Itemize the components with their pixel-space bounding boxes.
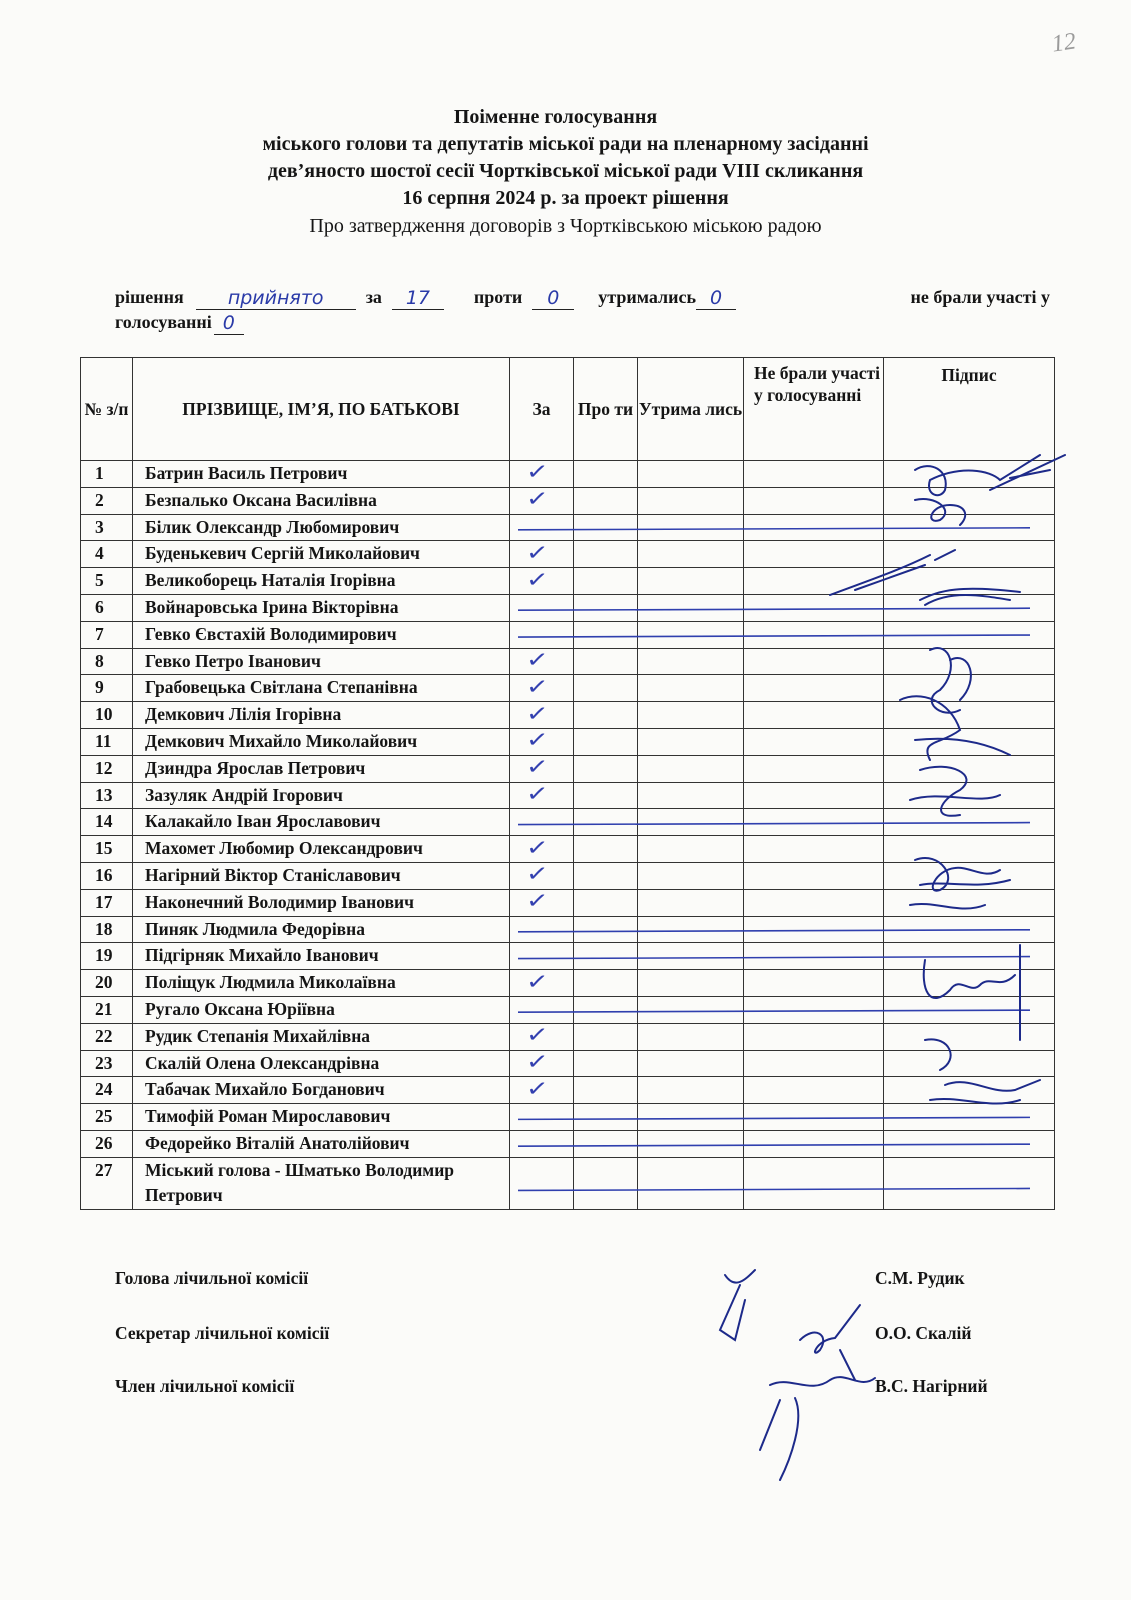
vote-against-cell xyxy=(574,970,638,997)
table-row xyxy=(81,1077,1055,1104)
vote-against-cell xyxy=(574,461,638,488)
vote-not-voted-cell xyxy=(744,675,884,702)
member-name: Скалій Олена Олександрівна xyxy=(133,1050,510,1077)
table-row xyxy=(81,996,1055,1023)
commission-secretary xyxy=(115,1323,1015,1344)
vote-not-voted-cell xyxy=(744,1104,884,1131)
vote-abstained-cell xyxy=(638,728,744,755)
vote-not-voted-cell xyxy=(744,916,884,943)
col-header-against: Про ти xyxy=(574,358,638,461)
signature-cell xyxy=(884,996,1055,1023)
signature-cell xyxy=(884,1130,1055,1157)
table-row xyxy=(81,621,1055,648)
vote-for-cell xyxy=(510,1023,574,1050)
vote-for-cell xyxy=(510,648,574,675)
vote-abstained-cell xyxy=(638,836,744,863)
check-mark-icon: ✓ xyxy=(525,459,550,487)
check-mark-icon: ✓ xyxy=(525,486,550,513)
col-header-abstained: Утрима лись xyxy=(638,358,744,461)
abstained-count: 0 xyxy=(696,287,736,310)
row-number: 4 xyxy=(81,541,133,568)
signature-cell xyxy=(884,862,1055,889)
signature-cell xyxy=(884,889,1055,916)
vote-abstained-cell xyxy=(638,568,744,595)
signature-cell xyxy=(884,728,1055,755)
check-mark-icon: ✓ xyxy=(525,700,550,728)
signature-cell xyxy=(884,1157,1055,1209)
vote-for-cell xyxy=(510,1130,574,1157)
vote-abstained-cell xyxy=(638,702,744,729)
header-line-4: 16 серпня 2024 р. за проект рішення xyxy=(402,187,729,209)
not-voted-label-cont: голосуванні xyxy=(115,312,212,332)
signature-cell xyxy=(884,1104,1055,1131)
row-number: 1 xyxy=(81,461,133,488)
row-number: 23 xyxy=(81,1050,133,1077)
vote-for-cell xyxy=(510,487,574,514)
decision-subject: Про затвердження договорів з Чортківською міською радою xyxy=(309,215,822,237)
vote-not-voted-cell xyxy=(744,594,884,621)
member-name: Демкович Михайло Миколайович xyxy=(133,728,510,755)
vote-abstained-cell xyxy=(638,594,744,621)
member-name: Гевко Євстахій Володимирович xyxy=(133,621,510,648)
row-number: 5 xyxy=(81,568,133,595)
decision-label: рішення xyxy=(115,287,184,307)
document-header xyxy=(0,104,1131,240)
signature-cell xyxy=(884,487,1055,514)
vote-for-cell xyxy=(510,568,574,595)
vote-against-cell xyxy=(574,728,638,755)
vote-not-voted-cell xyxy=(744,755,884,782)
vote-not-voted-cell xyxy=(744,1157,884,1209)
member-name: Безпалько Оксана Василівна xyxy=(133,487,510,514)
vote-for-cell xyxy=(510,755,574,782)
vote-abstained-cell xyxy=(638,1023,744,1050)
vote-for-cell xyxy=(510,1104,574,1131)
commission-role: Секретар лічильної комісії xyxy=(115,1323,330,1343)
member-name: Поліщук Людмила Миколаївна xyxy=(133,970,510,997)
table-row xyxy=(81,862,1055,889)
member-name: Буденькевич Сергій Миколайович xyxy=(133,541,510,568)
row-number: 25 xyxy=(81,1104,133,1131)
vote-abstained-cell xyxy=(638,809,744,836)
member-name: Демкович Лілія Ігорівна xyxy=(133,702,510,729)
table-row xyxy=(81,1104,1055,1131)
header-line-2: міського голови та депутатів міської ради на пленарному засіданні xyxy=(262,133,869,155)
row-number: 16 xyxy=(81,862,133,889)
vote-against-cell xyxy=(574,514,638,541)
vote-for-cell xyxy=(510,916,574,943)
member-name: Махомет Любомир Олександрович xyxy=(133,836,510,863)
row-number: 2 xyxy=(81,487,133,514)
row-number: 11 xyxy=(81,728,133,755)
vote-abstained-cell xyxy=(638,461,744,488)
vote-not-voted-cell xyxy=(744,621,884,648)
row-number: 3 xyxy=(81,514,133,541)
vote-for-cell xyxy=(510,514,574,541)
check-mark-icon: ✓ xyxy=(525,888,550,915)
vote-not-voted-cell xyxy=(744,1130,884,1157)
commission-role: Член лічильної комісії xyxy=(115,1376,295,1396)
member-name: Грабовецька Світлана Степанівна xyxy=(133,675,510,702)
vote-abstained-cell xyxy=(638,1157,744,1209)
check-mark-icon: ✓ xyxy=(525,968,550,996)
row-number: 17 xyxy=(81,889,133,916)
vote-against-cell xyxy=(574,568,638,595)
row-number: 9 xyxy=(81,675,133,702)
col-header-for: За xyxy=(510,358,574,461)
table-row xyxy=(81,809,1055,836)
vote-against-cell xyxy=(574,648,638,675)
member-name: Рудик Степанія Михайлівна xyxy=(133,1023,510,1050)
vote-against-cell xyxy=(574,809,638,836)
vote-against-cell xyxy=(574,621,638,648)
header-line-3: дев’яносто шостої сесії Чортківської міської ради VIII скликання xyxy=(267,160,864,182)
check-mark-icon: ✓ xyxy=(525,754,550,781)
vote-abstained-cell xyxy=(638,514,744,541)
signature-cell xyxy=(884,461,1055,488)
table-row xyxy=(81,836,1055,863)
vote-against-cell xyxy=(574,755,638,782)
vote-against-cell xyxy=(574,916,638,943)
col-header-signature: Підпис xyxy=(884,358,1055,461)
table-row xyxy=(81,755,1055,782)
member-name: Пиняк Людмила Федорівна xyxy=(133,916,510,943)
row-number: 13 xyxy=(81,782,133,809)
member-name: Тимофій Роман Мирославович xyxy=(133,1104,510,1131)
abstained-label: утримались xyxy=(598,287,696,307)
commission-person: О.О. Скалій xyxy=(875,1323,972,1343)
table-row xyxy=(81,568,1055,595)
table-row xyxy=(81,782,1055,809)
page-number: 12 xyxy=(1050,28,1078,58)
commission-member xyxy=(115,1376,1015,1397)
vote-abstained-cell xyxy=(638,621,744,648)
table-row xyxy=(81,889,1055,916)
vote-not-voted-cell xyxy=(744,1023,884,1050)
vote-against-cell xyxy=(574,1077,638,1104)
vote-abstained-cell xyxy=(638,675,744,702)
vote-against-cell xyxy=(574,675,638,702)
row-number: 21 xyxy=(81,996,133,1023)
vote-abstained-cell xyxy=(638,541,744,568)
member-name: Нагірний Віктор Станіславович xyxy=(133,862,510,889)
vote-for-cell xyxy=(510,809,574,836)
row-number: 6 xyxy=(81,594,133,621)
table-row xyxy=(81,970,1055,997)
vote-abstained-cell xyxy=(638,1077,744,1104)
vote-not-voted-cell xyxy=(744,996,884,1023)
signature-cell xyxy=(884,675,1055,702)
vote-abstained-cell xyxy=(638,782,744,809)
signature-cell xyxy=(884,648,1055,675)
check-mark-icon: ✓ xyxy=(525,1049,550,1076)
vote-abstained-cell xyxy=(638,970,744,997)
check-mark-icon: ✓ xyxy=(525,781,550,808)
vote-for-cell xyxy=(510,970,574,997)
table-row xyxy=(81,541,1055,568)
vote-not-voted-cell xyxy=(744,970,884,997)
table-row xyxy=(81,702,1055,729)
signature-cell xyxy=(884,594,1055,621)
vote-for-cell xyxy=(510,594,574,621)
signature-cell xyxy=(884,943,1055,970)
col-header-name: ПРІЗВИЩЕ, ІМ’Я, ПО БАТЬКОВІ xyxy=(133,358,510,461)
table-row xyxy=(81,675,1055,702)
for-count: 17 xyxy=(392,287,444,310)
vote-abstained-cell xyxy=(638,648,744,675)
vote-against-cell xyxy=(574,996,638,1023)
signature-cell xyxy=(884,916,1055,943)
row-number: 18 xyxy=(81,916,133,943)
row-number: 12 xyxy=(81,755,133,782)
vote-for-cell xyxy=(510,889,574,916)
vote-not-voted-cell xyxy=(744,862,884,889)
member-name: Дзиндра Ярослав Петрович xyxy=(133,755,510,782)
vote-against-cell xyxy=(574,1104,638,1131)
vote-for-cell xyxy=(510,621,574,648)
commission-chairman xyxy=(115,1268,1015,1289)
vote-abstained-cell xyxy=(638,943,744,970)
vote-against-cell xyxy=(574,487,638,514)
check-mark-icon: ✓ xyxy=(525,834,550,862)
vote-against-cell xyxy=(574,836,638,863)
signature-cell xyxy=(884,541,1055,568)
vote-against-cell xyxy=(574,1050,638,1077)
table-row xyxy=(81,1157,1055,1209)
vote-not-voted-cell xyxy=(744,809,884,836)
vote-not-voted-cell xyxy=(744,943,884,970)
check-mark-icon: ✓ xyxy=(525,727,550,754)
member-name: Підгірняк Михайло Іванович xyxy=(133,943,510,970)
vote-abstained-cell xyxy=(638,1130,744,1157)
vote-against-cell xyxy=(574,702,638,729)
vote-abstained-cell xyxy=(638,916,744,943)
vote-not-voted-cell xyxy=(744,487,884,514)
row-number: 27 xyxy=(81,1157,133,1209)
vote-for-cell xyxy=(510,1157,574,1209)
for-label: за xyxy=(365,287,382,307)
signature-cell xyxy=(884,809,1055,836)
vote-for-cell xyxy=(510,728,574,755)
vote-not-voted-cell xyxy=(744,461,884,488)
member-name: Білик Олександр Любомирович xyxy=(133,514,510,541)
vote-against-cell xyxy=(574,594,638,621)
member-name: Федорейко Віталій Анатолійович xyxy=(133,1130,510,1157)
vote-for-cell xyxy=(510,541,574,568)
col-header-not-voted: Не брали участі у голосуванні xyxy=(744,358,884,461)
table-row xyxy=(81,594,1055,621)
vote-for-cell xyxy=(510,1050,574,1077)
vote-against-cell xyxy=(574,541,638,568)
signature-cell xyxy=(884,568,1055,595)
decision-summary xyxy=(115,285,1050,335)
check-mark-icon: ✓ xyxy=(525,1022,550,1049)
signature-cell xyxy=(884,1077,1055,1104)
vote-against-cell xyxy=(574,1157,638,1209)
vote-abstained-cell xyxy=(638,1104,744,1131)
table-row xyxy=(81,514,1055,541)
vote-against-cell xyxy=(574,889,638,916)
vote-abstained-cell xyxy=(638,487,744,514)
table-row xyxy=(81,1130,1055,1157)
commission-role: Голова лічильної комісії xyxy=(115,1268,309,1288)
table-header-row xyxy=(81,358,1055,461)
col-header-num: № з/п xyxy=(81,358,133,461)
vote-not-voted-cell xyxy=(744,1050,884,1077)
table-row xyxy=(81,648,1055,675)
table-row xyxy=(81,461,1055,488)
vote-abstained-cell xyxy=(638,889,744,916)
vote-not-voted-cell xyxy=(744,648,884,675)
check-mark-icon: ✓ xyxy=(525,647,550,674)
member-name: Ругало Оксана Юріївна xyxy=(133,996,510,1023)
vote-for-cell xyxy=(510,862,574,889)
signature-cell xyxy=(884,621,1055,648)
check-mark-icon: ✓ xyxy=(525,674,550,701)
signature-cell xyxy=(884,970,1055,997)
vote-for-cell xyxy=(510,836,574,863)
row-number: 26 xyxy=(81,1130,133,1157)
vote-for-cell xyxy=(510,702,574,729)
row-number: 20 xyxy=(81,970,133,997)
vote-not-voted-cell xyxy=(744,782,884,809)
vote-abstained-cell xyxy=(638,862,744,889)
table-row xyxy=(81,1023,1055,1050)
commission-person: С.М. Рудик xyxy=(875,1268,965,1288)
member-name: Войнаровська Ірина Вікторівна xyxy=(133,594,510,621)
vote-not-voted-cell xyxy=(744,889,884,916)
vote-not-voted-cell xyxy=(744,702,884,729)
not-voted-count: 0 xyxy=(214,312,244,335)
header-title: Поіменне голосування xyxy=(453,106,658,128)
check-mark-icon: ✓ xyxy=(525,540,550,567)
signature-cell xyxy=(884,836,1055,863)
vote-for-cell xyxy=(510,782,574,809)
member-name: Гевко Петро Іванович xyxy=(133,648,510,675)
vote-for-cell xyxy=(510,1077,574,1104)
decision-result: прийнято xyxy=(196,287,356,310)
signature-cell xyxy=(884,755,1055,782)
member-name: Міський голова - Шматько Володимир Петрович xyxy=(133,1157,510,1209)
vote-for-cell xyxy=(510,461,574,488)
vote-for-cell xyxy=(510,675,574,702)
row-number: 7 xyxy=(81,621,133,648)
vote-not-voted-cell xyxy=(744,728,884,755)
vote-not-voted-cell xyxy=(744,568,884,595)
commission-signatures xyxy=(720,1270,875,1480)
vote-abstained-cell xyxy=(638,1050,744,1077)
check-mark-icon: ✓ xyxy=(525,861,550,888)
row-number: 22 xyxy=(81,1023,133,1050)
table-row xyxy=(81,916,1055,943)
vote-for-cell xyxy=(510,943,574,970)
vote-not-voted-cell xyxy=(744,836,884,863)
check-mark-icon: ✓ xyxy=(525,566,550,594)
against-label: проти xyxy=(473,287,523,307)
row-number: 15 xyxy=(81,836,133,863)
voting-table xyxy=(80,357,1055,1210)
member-name: Зазуляк Андрій Ігорович xyxy=(133,782,510,809)
against-count: 0 xyxy=(532,287,574,310)
commission-person: В.С. Нагірний xyxy=(875,1376,988,1396)
vote-against-cell xyxy=(574,1130,638,1157)
vote-against-cell xyxy=(574,782,638,809)
table-row xyxy=(81,1050,1055,1077)
vote-against-cell xyxy=(574,862,638,889)
member-name: Наконечний Володимир Іванович xyxy=(133,889,510,916)
signature-cell xyxy=(884,1050,1055,1077)
vote-not-voted-cell xyxy=(744,1077,884,1104)
check-mark-icon: ✓ xyxy=(525,1076,550,1103)
table-row xyxy=(81,728,1055,755)
signature-cell xyxy=(884,514,1055,541)
signature-cell xyxy=(884,782,1055,809)
table-row xyxy=(81,487,1055,514)
table-row xyxy=(81,943,1055,970)
vote-against-cell xyxy=(574,943,638,970)
vote-not-voted-cell xyxy=(744,541,884,568)
row-number: 8 xyxy=(81,648,133,675)
signature-cell xyxy=(884,702,1055,729)
row-number: 10 xyxy=(81,702,133,729)
vote-abstained-cell xyxy=(638,755,744,782)
not-voted-label: не брали участі у xyxy=(910,287,1050,307)
vote-not-voted-cell xyxy=(744,514,884,541)
row-number: 19 xyxy=(81,943,133,970)
vote-against-cell xyxy=(574,1023,638,1050)
member-name: Калакайло Іван Ярославович xyxy=(133,809,510,836)
row-number: 24 xyxy=(81,1077,133,1104)
vote-abstained-cell xyxy=(638,996,744,1023)
member-name: Табачак Михайло Богданович xyxy=(133,1077,510,1104)
signature-cell xyxy=(884,1023,1055,1050)
member-name: Великоборець Наталія Ігорівна xyxy=(133,568,510,595)
vote-for-cell xyxy=(510,996,574,1023)
row-number: 14 xyxy=(81,809,133,836)
member-name: Батрин Василь Петрович xyxy=(133,461,510,488)
